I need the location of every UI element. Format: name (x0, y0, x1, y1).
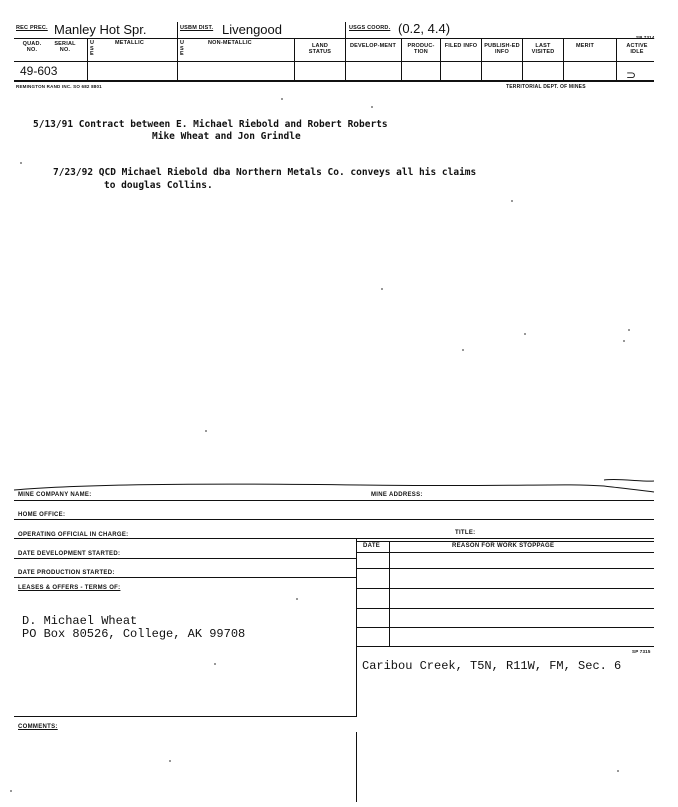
entry-1-line-2: Mike Wheat and Jon Grindle (152, 131, 301, 142)
title-label: TITLE: (455, 530, 476, 536)
date-column-header: DATE (363, 543, 381, 549)
entry-2-line-2: to douglas Collins. (104, 180, 213, 191)
date-dev-started-label: DATE DEVELOPMENT STARTED: (18, 551, 121, 557)
col-last-visited: LAST VISITED (531, 43, 555, 55)
active-mark-icon: ⊃ (626, 68, 637, 82)
col-serial-no: SERIAL NO. (54, 41, 76, 53)
printer-line: REMINGTON RAND INC. SO 682 8801 (16, 84, 102, 89)
col-filed-info: FILED INFO (444, 43, 478, 49)
form-number-2: SP 7315 (632, 649, 651, 654)
col-development: DEVELOP-MENT (349, 43, 397, 49)
col-quad-no: QUAD. NO. (22, 41, 42, 53)
mine-address-label: MINE ADDRESS: (371, 492, 423, 498)
location-note: Caribou Creek, T5N, R11W, FM, Sec. 6 (362, 659, 622, 673)
usgs-coord-value: (0.2, 4.4) (398, 21, 451, 36)
comments-label: COMMENTS: (18, 724, 58, 730)
col-metallic: METALLIC (115, 40, 144, 46)
col-active-idle: ACTIVE IDLE (626, 43, 648, 55)
usgs-coord-label: USGS COORD. (349, 25, 391, 31)
lessee-name: D. Michael Wheat (22, 614, 138, 628)
date-prod-started-label: DATE PRODUCTION STARTED: (18, 570, 115, 576)
col-land-status: LAND STATUS (308, 43, 332, 55)
rec-prec-value: Manley Hot Spr. (54, 22, 147, 37)
entry-1-line-1: 5/13/91 Contract between E. Michael Riebold and Robert Roberts (33, 119, 388, 130)
mine-company-name-label: MINE COMPANY NAME: (18, 492, 92, 498)
quad-serial-value: 49-603 (20, 64, 58, 78)
operating-official-label: OPERATING OFFICIAL IN CHARGE: (18, 532, 129, 538)
usbm-dist-value: Livengood (222, 22, 282, 37)
col-published-info: PUBLISH-ED INFO (484, 43, 520, 55)
torn-edge-line (0, 478, 678, 498)
entry-2-line-1: 7/23/92 QCD Michael Riebold dba Northern Metals Co. conveys all his claims (53, 167, 477, 178)
col-use-2: U S E (180, 40, 185, 57)
col-production: PRODUC-TION (407, 43, 435, 55)
col-non-metallic: NON-METALLIC (208, 40, 252, 46)
reason-column-header: REASON FOR WORK STOPPAGE (452, 543, 555, 549)
lessee-address: PO Box 80526, College, AK 99708 (22, 627, 246, 641)
rec-prec-label: REC PREC. (16, 25, 48, 31)
col-use-1: U S E (90, 40, 95, 57)
usbm-dist-label: USBM DIST. (180, 25, 214, 31)
home-office-label: HOME OFFICE: (18, 512, 66, 518)
dept-line: TERRITORIAL DEPT. OF MINES (506, 84, 586, 90)
leases-offers-label: LEASES & OFFERS - TERMS OF: (18, 585, 121, 591)
col-merit: MERIT (576, 43, 595, 49)
